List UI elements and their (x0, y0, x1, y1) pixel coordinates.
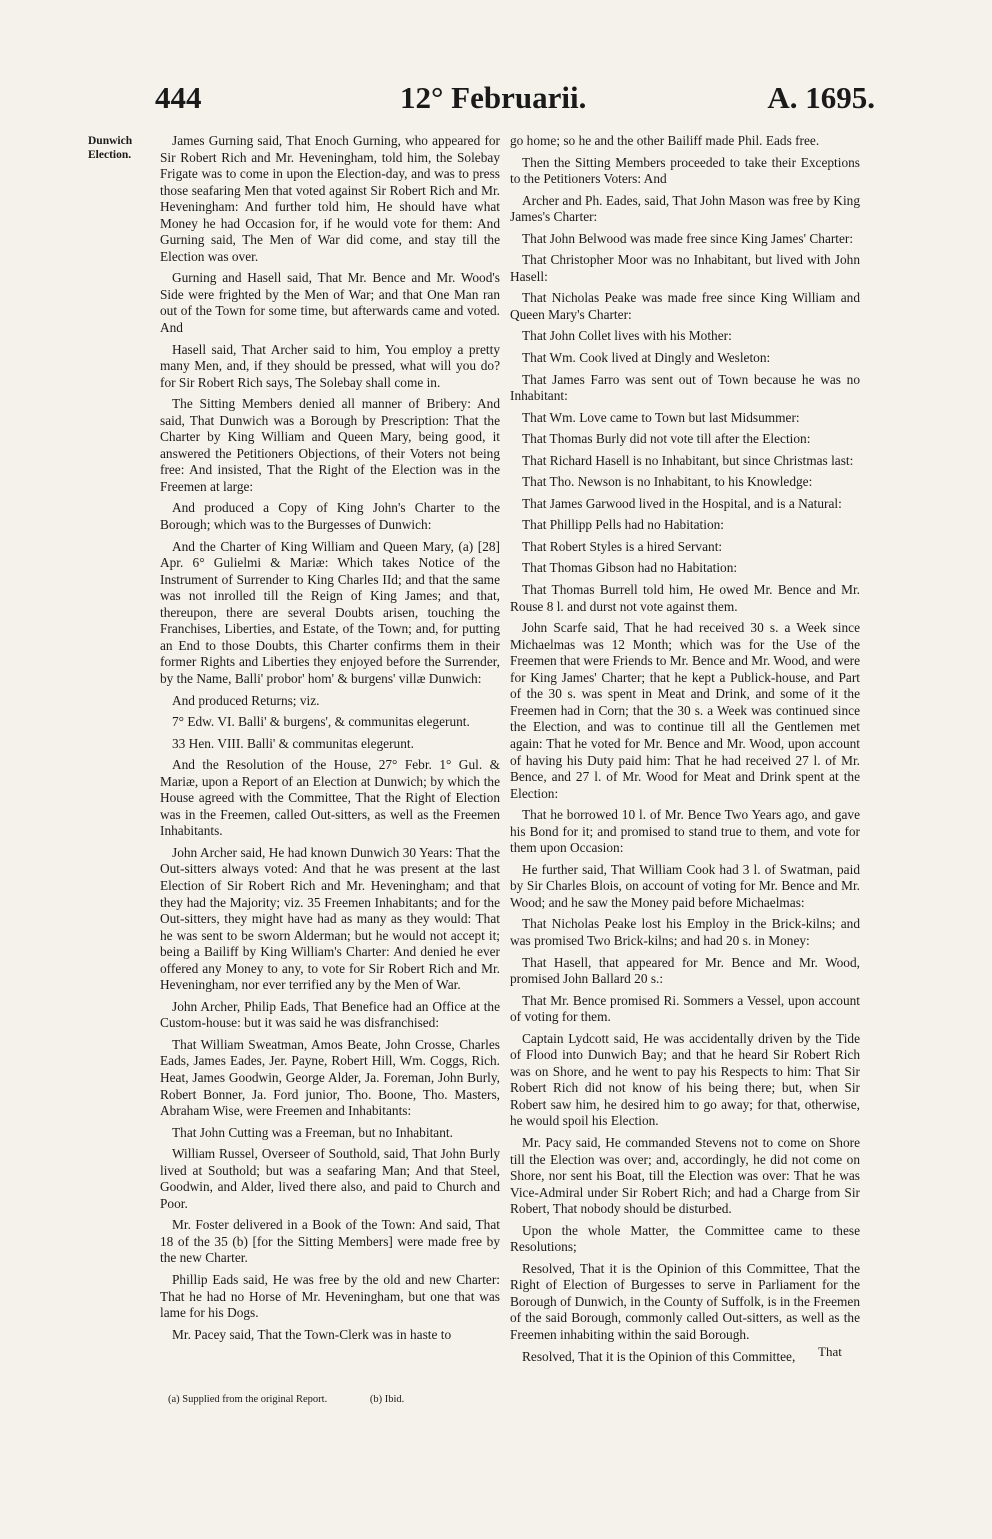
paragraph: John Archer said, He had known Dunwich 30 Years: That the Out-sitters always voted: And that he was present at the last Election of Sir Robert Rich and Mr. Heveningham; and that they had the Majority; viz. 35 Freemen Inhabitants; and for the Out-sitters, they might have had as many as they would: That he was sent to be sworn Alderman; but he would not accept it; being a Bailiff by King William's Charter: And denied he ever offered any Money to any, to vote for Sir Robert Rich and Mr. Heveningham, nor ever terrified any by the Men of War. (160, 844, 500, 993)
catchword: That (818, 1344, 842, 1359)
paragraph: That Thomas Gibson had no Habitation: (522, 560, 738, 576)
footnote: (b) Ibid. (369, 1394, 405, 1405)
paragraph: Mr. Pacy said, He commanded Stevens not to come on Shore till the Election was over; and, accordingly, he did not come on Shore, nor sent his Boat, till the Election was over: That he was Vice-Admiral under Sir Robert Rich; and had a Charge from Sir Robert, That nobody should be disturbed. (510, 1134, 860, 1217)
paragraph: That John Belwood was made free since King James' Charter: (522, 230, 854, 246)
right-column (510, 133, 860, 1370)
paragraph: 7° Edw. VI. Balli' & burgens', & communitas elegerunt. (172, 714, 470, 730)
paragraph: That James Farro was sent out of Town because he was no Inhabitant: (510, 371, 860, 404)
footnote: (a) Supplied from the original Report. (168, 1394, 328, 1405)
paragraph: And the Charter of King William and Queen Mary, (a) [28] Apr. 6° Gulielmi & Mariæ: Which takes Notice of the Instrument of Surrender to King Charles IId; and that the same was not inrolled till the Reign of King James; and that, thereupon, there are several Doubts arisen, touching the Franchises, Liberties, and Estate, of the Town; and, for putting an End to those Doubts, this Charter confirms them in their former Rights and Liberties they enjoyed before the Surrender, by the Name, Balli' probor' hom' & burgens' villæ Dunwich: (160, 538, 500, 686)
paragraph: James Gurning said, That Enoch Gurning, who appeared for Sir Robert Rich and Mr. Heveningham, told him, the Solebay Frigate was to come in upon the Election-day, and was to press those seafaring Men that voted against Sir Robert Rich and Mr. Heveningham: And further told him, He should have what Money he had Occasion for, if he would vote for them: And Gurning said, The Men of War did come, and stay till the Election was over. (160, 133, 500, 264)
paragraph: That Tho. Newson is no Inhabitant, to his Knowledge: (522, 474, 813, 490)
page-number: 444 (155, 80, 202, 115)
paragraph: go home; so he and the other Bailiff made Phil. Eads free. (510, 133, 820, 148)
paragraph: Gurning and Hasell said, That Mr. Bence and Mr. Wood's Side were frighted by the Men of War; and that One Man ran out of the Town for some time, but afterwards came and voted. And (160, 270, 500, 336)
paragraph: Mr. Foster delivered in a Book of the Town: And said, That 18 of the 35 (b) [for the Sitting Members] were made free by the new Charter. (160, 1217, 500, 1266)
paragraph: That James Garwood lived in the Hospital, and is a Natural: (522, 495, 842, 511)
page-header (155, 80, 875, 130)
paragraph: That Robert Styles is a hired Servant: (522, 538, 723, 554)
paragraph: He further said, That William Cook had 3 l. of Swatman, paid by Sir Charles Blois, on account of voting for Mr. Bence and Mr. Wood; and he saw the Money paid before Michaelmas: (510, 861, 860, 910)
paragraph: Phillip Eads said, He was free by the old and new Charter: That he had no Horse of Mr. Heveningham, but one that was lame for his Dogs. (160, 1272, 500, 1321)
paragraph: And produced Returns; viz. (172, 692, 320, 708)
paragraph: That Phillipp Pells had no Habitation: (522, 517, 724, 533)
margin-note: Dunwich Election. (88, 135, 133, 161)
running-head: 12° Februarii. (400, 80, 587, 115)
paragraph: That Mr. Bence promised Ri. Sommers a Vessel, upon account of voting for them. (510, 992, 860, 1025)
paragraph: Resolved, That it is the Opinion of this Committee, That the Right of Election of Burgesses to serve in Parliament for the Borough of Dunwich, in the County of Suffolk, is in the Freemen of the said Borough, commonly called Out-sitters, as well as the Freemen inhabiting within the said Borough. (510, 1260, 860, 1342)
paragraph: That Christopher Moor was no Inhabitant, but lived with John Hasell: (510, 252, 860, 284)
paragraph: And the Resolution of the House, 27° Febr. 1° Gul. & Mariæ, upon a Report of an Election at Dunwich; by which the House agreed with the Committee, That the Right of Election was in the Freemen, called Out-sitters, as well as the Freemen Inhabitants. (160, 757, 500, 839)
paragraph: John Scarfe said, That he had received 30 s. a Week since Michaelmas was 12 Month; which was for the Use of the Freemen that were Friends to Mr. Bence and Mr. Wood, and were for King James' Charter; that he kept a Publick-house, and Part of the 30 s. was spent in Meat and Drink, and some of it the Freemen had in Corn; that the 30 s. a Week was continued since the Election, and was to continue till all the Gentlemen met again: That he voted for Mr. Bence and Mr. Wood, upon account of having his Duty paid him: That he had received 27 l. of Mr. Bence, and 27 l. of Mr. Wood for Meat and Drink spent at the Election: (510, 620, 860, 801)
paragraph: That John Collet lives with his Mother: (522, 328, 732, 344)
footnotes (168, 1394, 568, 1405)
paragraph: Hasell said, That Archer said to him, You employ a pretty many Men, and, if they should be pressed, what will you do? for Sir Robert Rich says, The Solebay shall come in. (160, 341, 500, 390)
paragraph: And produced a Copy of King John's Charter to the Borough; which was to the Burgesses of Dunwich: (160, 500, 500, 533)
paragraph: 33 Hen. VIII. Balli' & communitas elegerunt. (172, 735, 414, 751)
paragraph: John Archer, Philip Eads, That Benefice had an Office at the Custom-house: but it was said he was disfranchised: (160, 998, 500, 1031)
paragraph: That Wm. Love came to Town but last Midsummer: (522, 409, 800, 425)
paragraph: William Russel, Overseer of Southold, said, That John Burly lived at Southold; but was a seafaring Man; And that Steel, Goodwin, and Alder, lived there also, and paid to Church and Poor. (160, 1146, 500, 1211)
paragraph: That Nicholas Peake was made free since King William and Queen Mary's Charter: (510, 290, 860, 322)
paragraph: Mr. Pacey said, That the Town-Clerk was in haste to (172, 1326, 452, 1342)
paragraph: That he borrowed 10 l. of Mr. Bence Two Years ago, and gave his Bond for it; and promised to stand true to them, and vote for them upon Occasion: (510, 807, 860, 856)
paragraph: That Richard Hasell is no Inhabitant, but since Christmas last: (522, 452, 854, 468)
paragraph: That William Sweatman, Amos Beate, John Crosse, Charles Eads, James Eades, Jer. Payne, Robert Hill, Wm. Coggs, Rich. Heat, James Goodwin, George Alder, Ja. Foreman, John Burly, Robert Bonner, Ja. Ford junior, Tho. Boone, Tho. Masters, Abraham Wise, were Freemen and Inhabitants: (160, 1036, 500, 1119)
paragraph: The Sitting Members denied all manner of Bribery: And said, That Dunwich was a Borough by Prescription: That the Charter by King William and Queen Mary, being good, it answered the Petitioners Objections, of their Voters not being free: And insisted, That the Right of the Election was in the Freemen at large: (160, 396, 500, 494)
paragraph: Resolved, That it is the Opinion of this Committee, (522, 1348, 796, 1364)
paragraph: Upon the whole Matter, the Committee came to these Resolutions; (510, 1222, 860, 1255)
paragraph: That Hasell, that appeared for Mr. Bence and Mr. Wood, promised John Ballard 20 s.: (510, 954, 860, 987)
left-column (160, 133, 500, 1348)
paragraph: That Thomas Burrell told him, He owed Mr. Bence and Mr. Rouse 8 l. and durst not vote against them. (510, 582, 860, 614)
paragraph: Archer and Ph. Eades, said, That John Mason was free by King James's Charter: (510, 192, 860, 225)
paragraph: That Wm. Cook lived at Dingly and Wesleton: (522, 350, 771, 366)
paragraph: Then the Sitting Members proceeded to take their Exceptions to the Petitioners Voters: And (510, 154, 860, 187)
paragraph: That Thomas Burly did not vote till after the Election: (522, 431, 811, 447)
page-year: A. 1695. (767, 80, 875, 115)
paragraph: That Nicholas Peake lost his Employ in the Brick-kilns; and was promised Two Brick-kilns; and had 20 s. in Money: (510, 916, 860, 948)
paragraph: Captain Lydcott said, He was accidentally driven by the Tide of Flood into Dunwich Bay; and that he heard Sir Robert Rich was on Shore, and he went to pay his Respects to him: That Sir Robert Rich did not know of his being there; but, when Sir Robert saw him, he desired him to go away; for that, otherwise, he would spoil his Election. (510, 1030, 860, 1129)
paragraph: That John Cutting was a Freeman, but no Inhabitant. (172, 1124, 453, 1140)
